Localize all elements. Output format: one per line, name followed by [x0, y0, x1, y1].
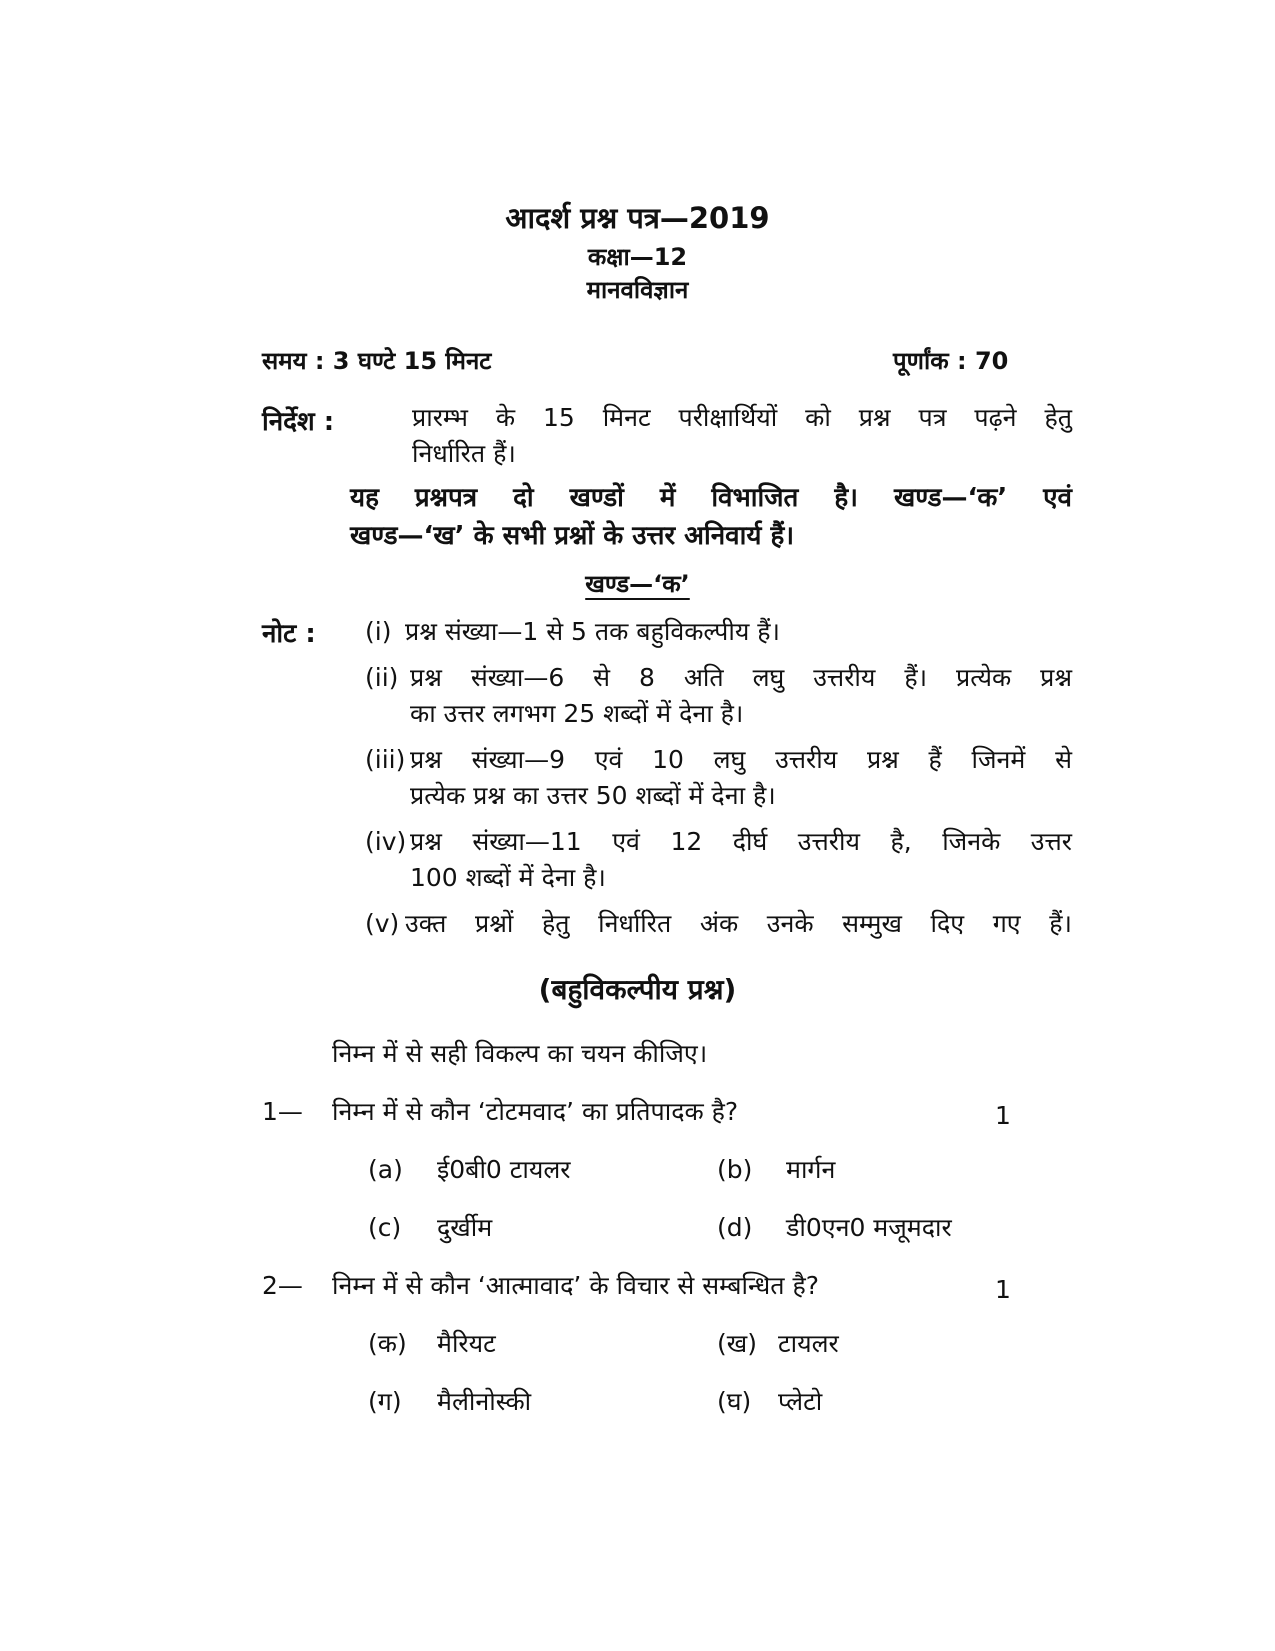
- question-2-option-gha-label: (घ): [717, 1387, 752, 1416]
- question-1-number: 1—: [262, 1097, 303, 1126]
- note-item-3-line-2: प्रत्येक प्रश्न का उत्तर 50 शब्दों में देना है।: [410, 781, 776, 810]
- note-label: नोट :: [262, 619, 316, 649]
- note-item-4-num: (iv): [365, 827, 407, 856]
- instructions-line-1b: निर्धारित हैं।: [412, 439, 516, 468]
- question-2-option-ka-text: मैरियट: [437, 1329, 496, 1358]
- time-label: समय : 3 घण्टे 15 मिनट: [262, 347, 492, 375]
- instructions-bold-line-1: यह प्रश्नपत्र दो खण्डों में विभाजित है। खण्ड—‘क’ एवं: [350, 483, 1072, 513]
- note-item-3-num: (iii): [365, 745, 406, 774]
- question-2-marks: 1: [995, 1275, 1011, 1304]
- instructions-bold-line-2: खण्ड—‘ख’ के सभी प्रश्नों के उत्तर अनिवार्य हैं।: [350, 521, 795, 551]
- question-1-option-c-label: (c): [368, 1213, 402, 1242]
- note-item-1-num: (i): [365, 617, 392, 646]
- marks-label: पूर्णांक : 70: [893, 347, 1009, 375]
- question-2-option-ga-text: मैलीनोस्की: [437, 1387, 532, 1416]
- question-2-option-kha-label: (ख): [717, 1329, 757, 1358]
- question-1-option-a-label: (a): [368, 1155, 403, 1184]
- question-1-text: निम्न में से कौन ‘टोटमवाद’ का प्रतिपादक है?: [332, 1097, 739, 1126]
- question-2-number: 2—: [262, 1271, 303, 1300]
- note-item-4-line-2: 100 शब्दों में देना है।: [410, 863, 606, 892]
- class-label: कक्षा—12: [587, 243, 688, 271]
- mcq-heading: (बहुविकल्पीय प्रश्न): [538, 973, 737, 1006]
- note-item-2-line-1: प्रश्न संख्या—6 से 8 अति लघु उत्तरीय हैं। प्रत्येक प्रश्न: [410, 663, 1072, 692]
- question-1-option-d-label: (d): [717, 1213, 753, 1242]
- note-item-1-line-1: प्रश्न संख्या—1 से 5 तक बहुविकल्पीय हैं।: [405, 617, 781, 646]
- question-1-option-b-label: (b): [717, 1155, 753, 1184]
- question-2-option-ga-label: (ग): [368, 1387, 402, 1416]
- question-1-option-d-text: डी0एन0 मजूमदार: [786, 1213, 952, 1242]
- note-item-5-line-1: उक्त प्रश्नों हेतु निर्धारित अंक उनके सम्मुख दिए गए हैं।: [405, 909, 1072, 938]
- paper-title: आदर्श प्रश्न पत्र—2019: [505, 201, 770, 235]
- note-item-5-num: (v): [365, 909, 400, 938]
- instructions-line-1: प्रारम्भ के 15 मिनट परीक्षार्थियों को प्रश्न पत्र पढ़ने हेतु: [412, 403, 1072, 432]
- section-heading: खण्ड—‘क’: [585, 570, 690, 598]
- note-item-2-num: (ii): [365, 663, 399, 692]
- question-2-option-kha-text: टायलर: [778, 1329, 839, 1358]
- note-item-2-line-2: का उत्तर लगभग 25 शब्दों में देना है।: [410, 699, 744, 728]
- question-2-text: निम्न में से कौन ‘आत्मावाद’ के विचार से सम्बन्धित है?: [332, 1271, 820, 1300]
- instructions-label: निर्देश :: [262, 407, 335, 437]
- question-1-option-b-text: मार्गन: [786, 1155, 836, 1184]
- note-item-3-line-1: प्रश्न संख्या—9 एवं 10 लघु उत्तरीय प्रश्न हैं जिनमें से: [410, 745, 1072, 774]
- question-1-marks: 1: [995, 1101, 1011, 1130]
- mcq-instruction: निम्न में से सही विकल्प का चयन कीजिए।: [332, 1039, 708, 1068]
- subject-label: मानवविज्ञान: [586, 276, 689, 304]
- question-2-option-ka-label: (क): [368, 1329, 407, 1358]
- question-1-option-c-text: दुर्खीम: [437, 1213, 493, 1242]
- question-1-option-a-text: ई0बी0 टायलर: [437, 1155, 571, 1184]
- note-item-4-line-1: प्रश्न संख्या—11 एवं 12 दीर्घ उत्तरीय है, जिनके उत्तर: [410, 827, 1072, 856]
- question-2-option-gha-text: प्लेटो: [778, 1387, 823, 1416]
